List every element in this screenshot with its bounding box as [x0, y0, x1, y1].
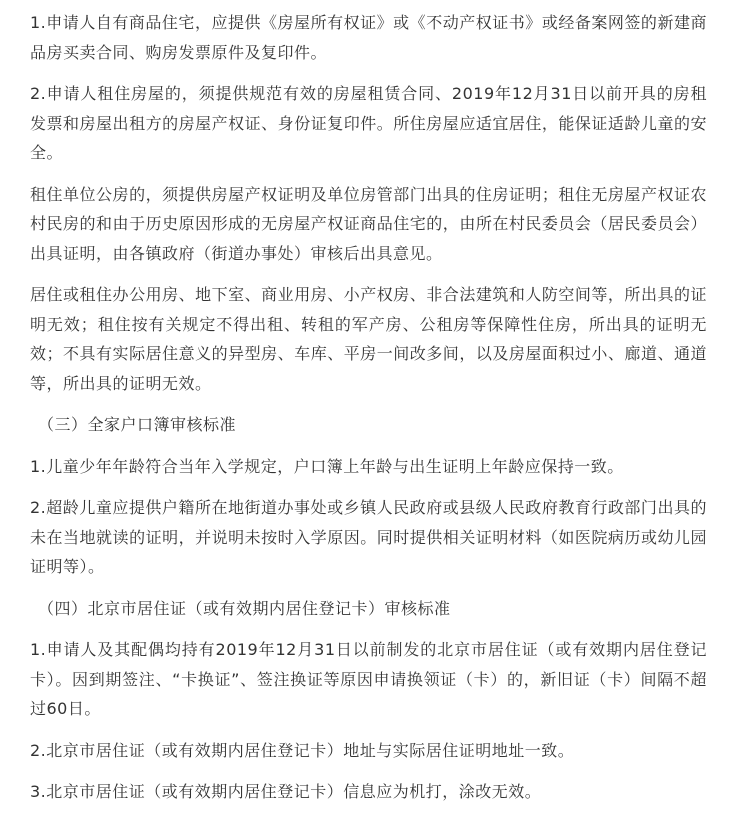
section-heading-4: （四）北京市居住证（或有效期内居住登记卡）审核标准: [38, 598, 451, 618]
paragraph: 1.儿童少年年龄符合当年入学规定，户口簿上年龄与出生证明上年龄应保持一致。: [30, 456, 624, 476]
paragraph: 1.申请人及其配偶均持有2019年12月31日以前制发的北京市居住证（或有效期内居住登记卡）。因到期签注、“卡换证”、签注换证等原因申请换领证（卡）的，新旧证（卡）间隔不超过60日。: [30, 640, 707, 718]
paragraph: 2.申请人租住房屋的，须提供规范有效的房屋租赁合同、2019年12月31日以前开具的房租发票和房屋出租方的房屋产权证、身份证复印件。所住房屋应适宜居住，能保证适龄儿童的安全。: [30, 84, 707, 162]
paragraph: 2.北京市居住证（或有效期内居住登记卡）地址与实际居住证明地址一致。: [30, 740, 575, 760]
paragraph: 2.超龄儿童应提供户籍所在地街道办事处或乡镇人民政府或县级人民政府教育行政部门出具的未在当地就读的证明，并说明未按时入学原因。同时提供相关证明材料（如医院病历或幼儿园证明等）。: [30, 498, 707, 576]
paragraph: 居住或租住办公用房、地下室、商业用房、小产权房、非合法建筑和人防空间等，所出具的证明无效；租住按有关规定不得出租、转租的军产房、公租房等保障性住房，所出具的证明无效；不具有实际居住意义的异型房、车库、平房一间改多间，以及房屋面积过小、廊道、通道等，所出具的证明无效。: [30, 285, 707, 393]
paragraph: 3.北京市居住证（或有效期内居住登记卡）信息应为机打，涂改无效。: [30, 782, 542, 801]
paragraph: 租住单位公房的，须提供房屋产权证明及单位房管部门出具的住房证明；租住无房屋产权证农村民房的和由于历史原因形成的无房屋产权证商品住宅的，由所在村民委员会（居民委员会）出具证明，由各镇政府（街道办事处）审核后出具意见。: [30, 184, 707, 263]
paragraph: 1.申请人自有商品住宅，应提供《房屋所有权证》或《不动产权证书》或经备案网签的新建商品房买卖合同、购房发票原件及复印件。: [30, 13, 707, 62]
section-heading-3: （三）全家户口簿审核标准: [38, 415, 237, 434]
